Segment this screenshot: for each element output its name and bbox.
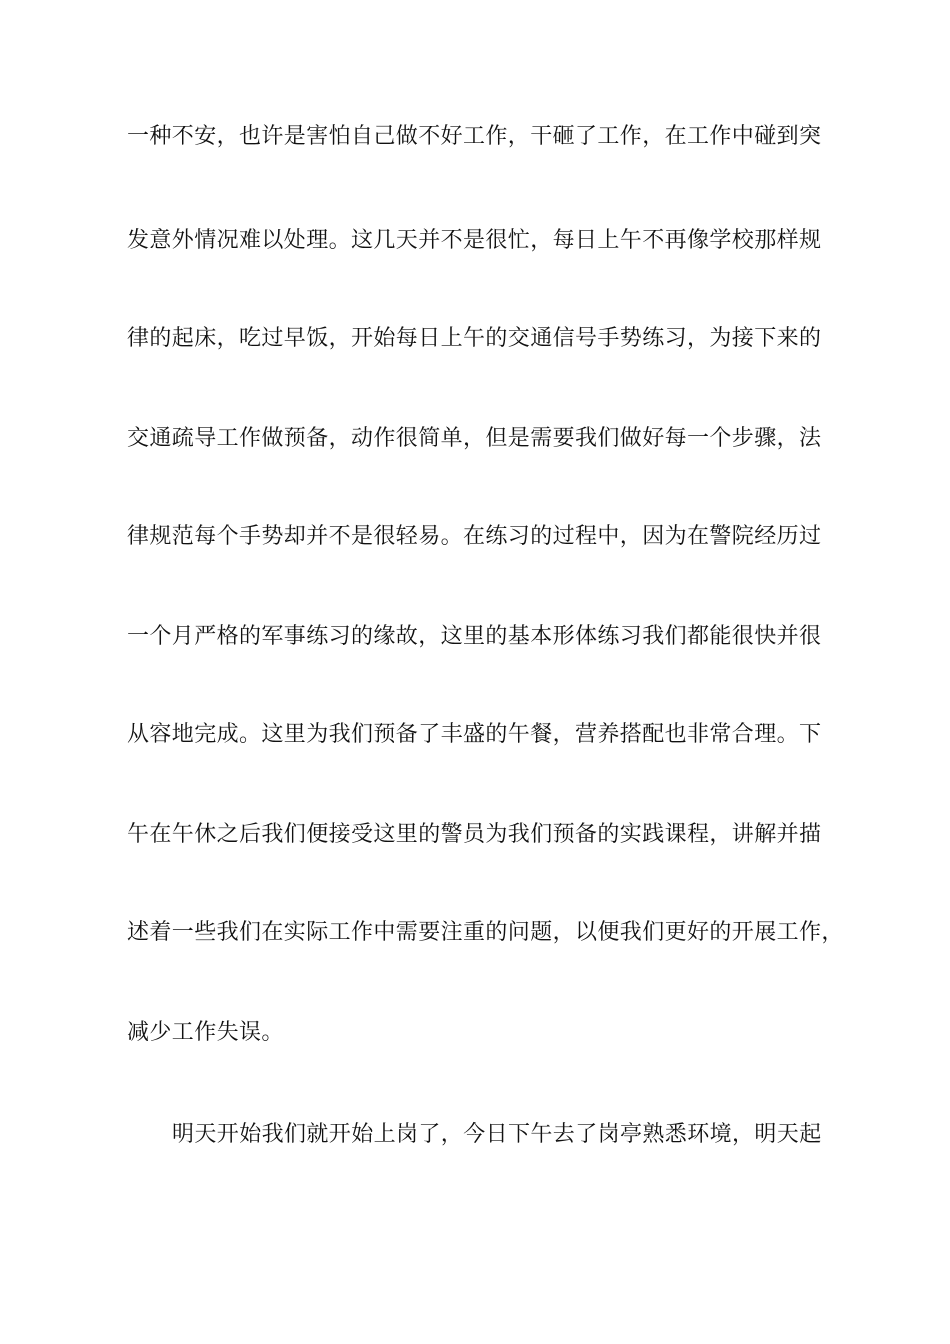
paragraph-line: 一个月严格的军事练习的缘故，这里的基本形体练习我们都能很快并很: [127, 624, 822, 649]
paragraph-line: 交通疏导工作做预备，动作很简单，但是需要我们做好每一个步骤，法: [127, 426, 822, 451]
paragraph-line: 午在午休之后我们便接受这里的警员为我们预备的实践课程，讲解并描: [127, 822, 822, 847]
paragraph-line: 述着一些我们在实际工作中需要注重的问题，以便我们更好的开展工作，: [127, 920, 844, 945]
paragraph-line: 减少工作失误。: [127, 1020, 284, 1045]
paragraph-line: 发意外情况难以处理。这几天并不是很忙，每日上午不再像学校那样规: [127, 228, 822, 253]
paragraph-line: 律规范每个手势却并不是很轻易。在练习的过程中，因为在警院经历过: [127, 524, 822, 549]
paragraph-line: 一种不安，也许是害怕自己做不好工作，干砸了工作，在工作中碰到突: [127, 124, 822, 149]
paragraph-line: 从容地完成。这里为我们预备了丰盛的午餐，营养搭配也非常合理。下: [127, 722, 822, 747]
paragraph-line: 明天开始我们就开始上岗了，今日下午去了岗亭熟悉环境，明天起: [172, 1122, 822, 1147]
paragraph-line: 律的起床，吃过早饭，开始每日上午的交通信号手势练习，为接下来的: [127, 326, 822, 351]
